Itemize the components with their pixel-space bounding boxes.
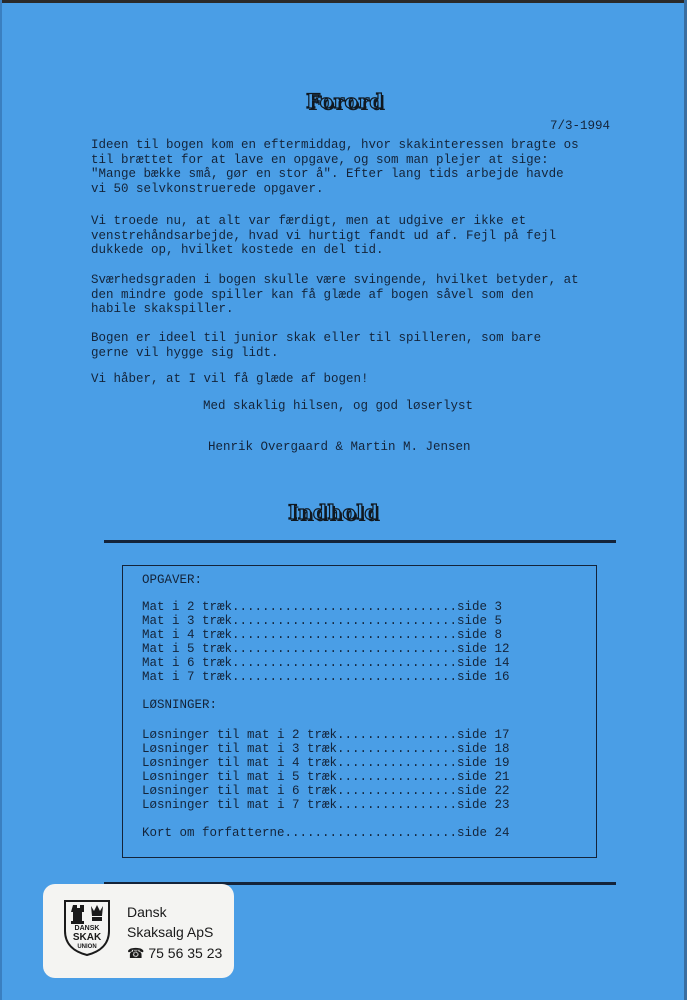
date: 7/3-1994 (550, 119, 611, 133)
indhold-title: Indhold (288, 500, 379, 524)
page-edge-top (0, 0, 687, 3)
greeting: Med skaklig hilsen, og god løserlyst (203, 399, 474, 413)
paragraph-1: Ideen til bogen kom en eftermiddag, hvor skakinteressen bragte os til brættet for at lave en opgave, og som man plejer at sige: "Mange bække små, gør en stor å". Efter lang tids arbejde havde vi 50 selvkonstruerede opgaver. (91, 138, 579, 196)
paragraph-3: Sværhedsgraden i bogen skulle være svingende, hvilket betyder, at den mindre gode spiller kan få glæde af bogen såvel som den habile skakspiller. (91, 273, 579, 316)
opgaver-list: Mat i 2 træk..............................side 3 Mat i 3 træk..............................side 5 Mat i 4 træk..............................side 8 Mat i 5 træk..............................side 12 Mat i 6 træk..............................side 14 Mat i 7 træk..............................side 16 (142, 600, 510, 684)
paragraph-4: Bogen er ideel til junior skak eller til spilleren, som bare gerne vil hygge sig lidt. (91, 331, 542, 360)
opgaver-heading: OPGAVER: (142, 573, 203, 587)
logo-line-1: DANSK (74, 925, 100, 932)
paragraph-2: Vi troede nu, at alt var færdigt, men at udgive er ikke et venstrehåndsarbejde, hvad vi hurtigt fandt ud af. Fejl på fejl dukkede op, hvilket kostede en del tid. (91, 214, 557, 257)
authors: Henrik Overgaard & Martin M. Jensen (208, 440, 471, 454)
page-edge-left (0, 0, 2, 1000)
losninger-heading: LØSNINGER: (142, 698, 218, 712)
sticker-name: Dansk (127, 904, 167, 920)
kort-om-forfatterne-line: Kort om forfatterne.......................side 24 (142, 826, 510, 840)
forord-title: Forord (306, 89, 384, 113)
sticker-company: Skaksalg ApS (127, 924, 214, 940)
sticker-phone: ☎ 75 56 35 23 (127, 945, 223, 961)
logo-line-2: SKAK (72, 932, 102, 943)
logo-line-3: UNION (77, 944, 97, 950)
paragraph-5: Vi håber, at I vil få glæde af bogen! (91, 372, 369, 386)
dansk-skak-union-logo (59, 897, 115, 957)
losninger-list: Løsninger til mat i 2 træk................side 17 Løsninger til mat i 3 træk................side 18 Løsninger til mat i 4 træk................side 19 Løsninger til mat i 5 træk................side 21 Løsninger til mat i 6 træk................side 22 Løsninger til mat i 7 træk................side 23 (142, 728, 510, 812)
rule-top (104, 540, 616, 543)
price-sticker (43, 884, 234, 978)
